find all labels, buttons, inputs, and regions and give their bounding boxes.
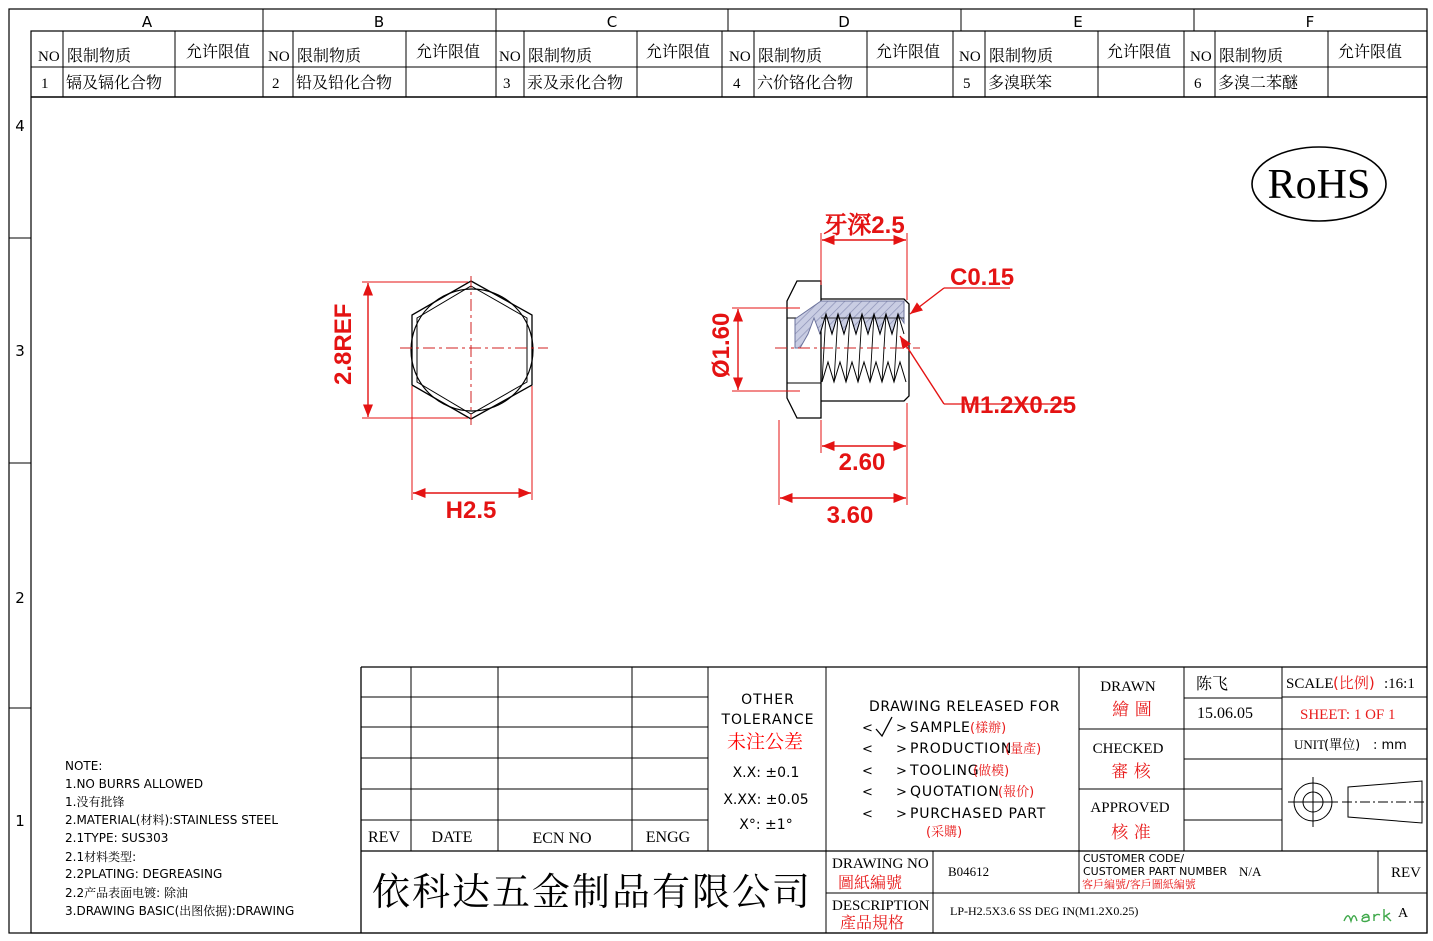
svg-text:>: > (896, 721, 907, 736)
rev-header: REV (368, 829, 400, 846)
notes-title: NOTE: (65, 759, 103, 773)
rohs-table-headers (38, 42, 1402, 65)
svg-text:<: < (862, 721, 873, 736)
release-item-sample (862, 717, 1006, 736)
header-substance: 限制物质 (758, 46, 823, 65)
tolerance-deg: X°: ±1° (739, 817, 793, 833)
header-limit: 允许限值 (1338, 42, 1403, 61)
note-line: 2.2产品表面电镀: 除油 (65, 886, 188, 900)
check-icon (876, 717, 892, 736)
header-limit: 允许限值 (186, 42, 251, 61)
header-no: NO (959, 49, 981, 65)
dim-thread-label: M1.2X0.25 (960, 392, 1077, 419)
header-substance: 限制物质 (989, 46, 1054, 65)
svg-text:>: > (896, 807, 907, 822)
scale-label-cn: (比例) (1333, 674, 1375, 692)
header-limit: 允许限值 (1107, 42, 1172, 61)
dimension-diameter (708, 308, 800, 391)
unit-value: : mm (1373, 738, 1407, 753)
item-name: 汞及汞化合物 (527, 73, 624, 92)
dimension-chamfer (910, 264, 1014, 314)
item-name: 多溴联笨 (988, 73, 1053, 92)
svg-text:>: > (896, 742, 907, 757)
hex-end-view (400, 276, 548, 425)
item-no: 4 (733, 76, 741, 92)
svg-text:<: < (862, 785, 873, 800)
zone-col-d: D (838, 13, 850, 31)
customer-label-2: CUSTOMER PART NUMBER (1083, 865, 1228, 878)
description-row (832, 898, 1409, 932)
dim-hex-height-label: 2.8REF (330, 303, 357, 385)
header-no: NO (729, 49, 751, 65)
item-name: 镉及镉化合物 (66, 73, 163, 92)
header-substance: 限制物质 (67, 46, 132, 65)
approved-label: APPROVED (1090, 800, 1170, 816)
item-name: 铅及铅化合物 (296, 73, 393, 92)
dim-diameter-label: Ø1.60 (708, 312, 735, 378)
border-frame (9, 9, 1427, 933)
description-label-cn: 產品規格 (840, 913, 905, 932)
sheet-label: SHEET: 1 OF 1 (1300, 707, 1396, 723)
drawn-label-cn: 繪 圖 (1112, 700, 1152, 720)
rohs-badge-text: RoHS (1267, 162, 1371, 208)
checked-label-cn: 審 核 (1111, 762, 1151, 782)
zone-col-b: B (373, 13, 385, 31)
item-no: 3 (503, 76, 511, 92)
svg-text:<: < (862, 742, 873, 757)
zone-row-2: 2 (15, 589, 25, 607)
rohs-badge (1252, 147, 1386, 221)
drawn-name: 陈飞 (1196, 674, 1229, 693)
dimension-length-short (821, 403, 907, 505)
tolerance-block (720, 692, 814, 833)
svg-text:<: < (862, 807, 873, 822)
zone-row-1: 1 (15, 812, 25, 830)
rohs-table-row (41, 73, 1299, 92)
dim-length-short-label: 2.60 (838, 449, 886, 476)
drawn-date: 15.06.05 (1197, 705, 1253, 722)
customer-label-1: CUSTOMER CODE/ (1083, 852, 1185, 865)
header-substance: 限制物质 (528, 46, 593, 65)
release-block (862, 699, 1060, 840)
approved-label-cn: 核 准 (1111, 823, 1151, 843)
release-item-tooling (862, 763, 1009, 779)
header-no: NO (499, 49, 521, 65)
note-line: 2.1材料类型: (65, 850, 137, 864)
header-no: NO (1190, 49, 1212, 65)
tolerance-title-1: OTHER (741, 692, 795, 708)
tolerance-xx: X.X: ±0.1 (732, 765, 800, 781)
release-item-label-cn: (采購) (926, 825, 963, 840)
zone-row-4: 4 (15, 117, 25, 135)
tolerance-xxx: X.XX: ±0.05 (723, 792, 809, 808)
drawing-no-value: B04612 (948, 864, 990, 879)
notes (65, 759, 294, 918)
item-no: 2 (272, 76, 280, 92)
header-limit: 允许限值 (646, 42, 711, 61)
tolerance-title-2: TOLERANCE (721, 712, 815, 728)
item-no: 1 (41, 76, 49, 92)
release-item-label-cn: (量產) (1005, 742, 1042, 757)
company-name: 依科达五金制品有限公司 (371, 870, 813, 914)
dim-length-total-label: 3.60 (826, 502, 874, 529)
note-line: 2.MATERIAL(材料):STAINLESS STEEL (65, 813, 279, 827)
item-name: 六价铬化合物 (757, 73, 854, 92)
note-line: 2.1TYPE: SUS303 (65, 831, 169, 845)
rev-label: REV (1391, 865, 1421, 881)
release-item-label-cn: (樣辦) (970, 721, 1007, 736)
zone-col-c: C (606, 13, 618, 31)
drawing-no-label: DRAWING NO (832, 856, 929, 872)
svg-text:>: > (896, 764, 907, 779)
third-angle-projection-icon (1288, 777, 1426, 827)
description-value: LP-H2.5X3.6 SS DEG IN(M1.2X0.25) (950, 904, 1139, 918)
header-no: NO (268, 49, 290, 65)
header-limit: 允许限值 (416, 42, 481, 61)
approval-block (1079, 667, 1427, 851)
release-item-label: PURCHASED PART (910, 806, 1047, 822)
dim-hex-width-label: H2.5 (445, 497, 497, 524)
dimension-thread (900, 336, 1076, 419)
rohs-table (31, 31, 1427, 97)
header-substance: 限制物质 (297, 46, 362, 65)
header-limit: 允许限值 (876, 42, 941, 61)
ecn-header: ECN NO (532, 830, 592, 847)
note-line: 1.没有批锋 (65, 795, 125, 809)
engg-header: ENGG (645, 829, 691, 846)
dimension-hex-width (412, 386, 532, 524)
note-line: 1.NO BURRS ALLOWED (65, 777, 204, 791)
drawn-label: DRAWN (1100, 679, 1156, 695)
note-line: 3.DRAWING BASIC(出图依据):DRAWING (65, 904, 295, 918)
zone-row-3: 3 (15, 342, 25, 360)
zone-row-labels (15, 117, 25, 830)
release-item-label: PRODUCTION (910, 741, 1013, 757)
release-item-label-cn: (做模) (973, 764, 1010, 779)
dim-thread-depth-label: 牙深2.5 (823, 212, 905, 239)
header-no: NO (38, 49, 60, 65)
customer-label-cn: 客戶編號/客戶圖紙編號 (1082, 878, 1196, 891)
zone-col-a: A (141, 13, 153, 31)
release-item-production (862, 741, 1041, 757)
svg-text:<: < (862, 764, 873, 779)
release-item-label: SAMPLE (910, 720, 971, 736)
zone-col-f: F (1305, 13, 1315, 31)
release-item-label: TOOLING (910, 763, 980, 779)
release-title: DRAWING RELEASED FOR (869, 699, 1061, 715)
side-section-view (775, 281, 920, 418)
rohs-table-gridlines (63, 31, 1328, 97)
dimension-thread-depth (821, 212, 907, 300)
svg-text:>: > (896, 785, 907, 800)
zone-col-e: E (1073, 13, 1083, 31)
item-name: 多溴二苯醚 (1218, 73, 1299, 92)
release-item-purchased (862, 806, 1046, 840)
header-substance: 限制物质 (1219, 46, 1284, 65)
release-item-label-cn: (報价) (998, 785, 1035, 800)
customer-value: N/A (1239, 864, 1262, 879)
drawing-no-label-cn: 圖紙編號 (838, 873, 903, 892)
unit-label-cn: (單位) (1324, 738, 1361, 753)
note-line: 2.2PLATING: DEGREASING (65, 867, 223, 881)
release-item-label: QUOTATION (910, 784, 1000, 800)
drawing-number-row (826, 851, 1427, 933)
description-label: DESCRIPTION (832, 898, 930, 914)
item-no: 6 (1194, 76, 1202, 92)
title-block (361, 667, 1427, 933)
checked-label: CHECKED (1092, 741, 1164, 757)
item-no: 5 (963, 76, 971, 92)
watermark (1344, 909, 1391, 922)
scale-label: SCALE (1286, 676, 1334, 692)
rev-value: A (1398, 906, 1409, 921)
scale-value: :16:1 (1384, 676, 1415, 692)
dimension-hex-height (330, 282, 468, 418)
release-item-quotation (862, 784, 1034, 800)
dim-chamfer-label: C0.15 (950, 264, 1015, 291)
unit-label: UNIT (1294, 737, 1326, 752)
date-header: DATE (431, 829, 473, 846)
tolerance-title-cn: 未注公差 (726, 731, 804, 753)
